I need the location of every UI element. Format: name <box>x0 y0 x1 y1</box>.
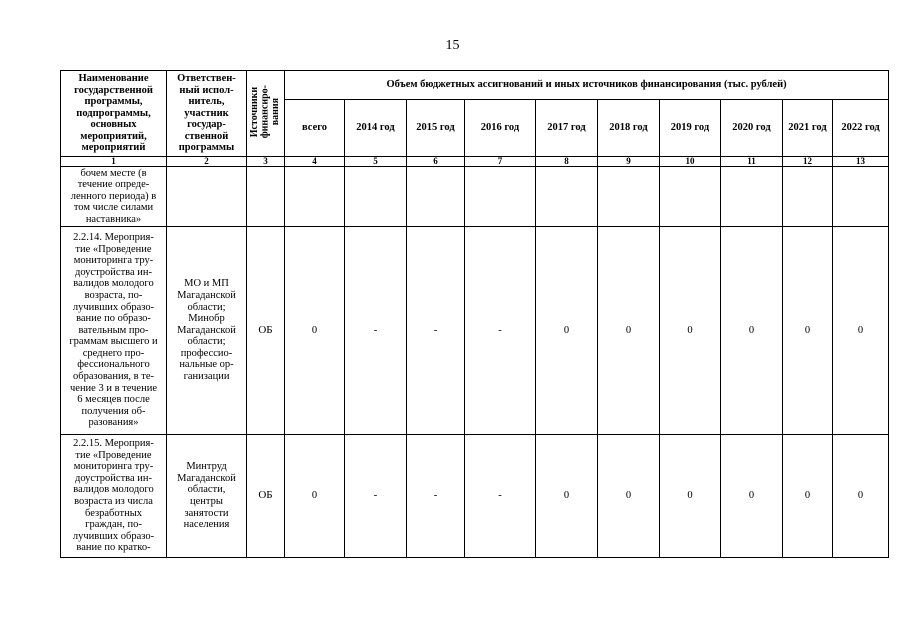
row-value: 0 <box>721 435 783 558</box>
row-value: - <box>407 227 465 435</box>
column-number: 4 <box>285 157 345 167</box>
row-value <box>833 167 889 227</box>
column-number: 12 <box>783 157 833 167</box>
table-row <box>61 435 889 558</box>
row-value <box>783 167 833 227</box>
column-numbers-row <box>61 157 889 167</box>
header-column-5: 2017 год <box>536 100 598 157</box>
header-column-7: 2019 год <box>660 100 721 157</box>
row-value <box>721 167 783 227</box>
row-source <box>247 167 285 227</box>
row-source: ОБ <box>247 227 285 435</box>
row-value: - <box>345 435 407 558</box>
row-value: 0 <box>285 435 345 558</box>
row-name: 2.2.14. Мероприя- тие «Проведение мониторинга тру- доустройства ин- валидов молодого возраста, по- лучивших образо- вание по образо- вательным про- граммам высшего и среднего про- фессионального образования, в те- чение 3 и в течение 6 месяцев после получения об- разования» <box>61 227 167 435</box>
page-number: 15 <box>445 38 460 53</box>
row-responsible: МО и МП Магаданской области; Минобр Магаданской области; профессио- нальные ор- ганизации <box>167 227 247 435</box>
row-value: 0 <box>721 227 783 435</box>
row-responsible: Минтруд Магаданской области, центры занятости населения <box>167 435 247 558</box>
header-name: Наименование государственной программы, подпрограммы, основных мероприятий, мероприятий <box>61 71 167 157</box>
header-column-4: 2016 год <box>465 100 536 157</box>
table-row <box>61 167 889 227</box>
row-responsible <box>167 167 247 227</box>
column-number: 10 <box>660 157 721 167</box>
header-column-3: 2015 год <box>407 100 465 157</box>
row-name: бочем месте (в течение опреде- ленного периода) в том числе силами наставника» <box>61 167 167 227</box>
row-value: 0 <box>285 227 345 435</box>
row-value: 0 <box>660 227 721 435</box>
row-name: 2.2.15. Мероприя- тие «Проведение мониторинга тру- доустройства ин- валидов молодого возраста из числа безработных граждан, по- лучивших образо- вание по кратко- <box>61 435 167 558</box>
column-number: 5 <box>345 157 407 167</box>
header-responsible: Ответствен- ный испол- нитель, участник государ- ственной программы <box>167 71 247 157</box>
row-value <box>345 167 407 227</box>
column-number: 7 <box>465 157 536 167</box>
row-value: 0 <box>598 435 660 558</box>
column-number: 1 <box>61 157 167 167</box>
column-number: 9 <box>598 157 660 167</box>
column-number: 8 <box>536 157 598 167</box>
header-column-9: 2021 год <box>783 100 833 157</box>
column-number: 3 <box>247 157 285 167</box>
row-value: 0 <box>660 435 721 558</box>
header-column-2: 2014 год <box>345 100 407 157</box>
row-value: - <box>345 227 407 435</box>
header-column-1: всего <box>285 100 345 157</box>
row-value <box>285 167 345 227</box>
row-value: - <box>465 227 536 435</box>
row-value: 0 <box>536 435 598 558</box>
row-value: - <box>407 435 465 558</box>
header-column-6: 2018 год <box>598 100 660 157</box>
table-body <box>61 167 889 558</box>
row-value: 0 <box>783 435 833 558</box>
column-number: 6 <box>407 157 465 167</box>
column-number: 11 <box>721 157 783 167</box>
row-value: - <box>465 435 536 558</box>
row-value <box>407 167 465 227</box>
budget-table <box>60 70 889 558</box>
header-sources: Источники финансиро- вания <box>248 85 281 139</box>
row-value: 0 <box>833 435 889 558</box>
row-value: 0 <box>783 227 833 435</box>
row-value <box>536 167 598 227</box>
header-sources-cell <box>247 71 285 157</box>
row-value: 0 <box>598 227 660 435</box>
header-column-8: 2020 год <box>721 100 783 157</box>
table-row <box>61 227 889 435</box>
row-value <box>598 167 660 227</box>
row-value: 0 <box>833 227 889 435</box>
row-source: ОБ <box>247 435 285 558</box>
header-column-10: 2022 год <box>833 100 889 157</box>
row-value <box>465 167 536 227</box>
header-volume: Объем бюджетных ассигнований и иных источников финансирования (тыс. рублей) <box>285 71 889 100</box>
row-value <box>660 167 721 227</box>
column-number: 2 <box>167 157 247 167</box>
row-value: 0 <box>536 227 598 435</box>
column-number: 13 <box>833 157 889 167</box>
